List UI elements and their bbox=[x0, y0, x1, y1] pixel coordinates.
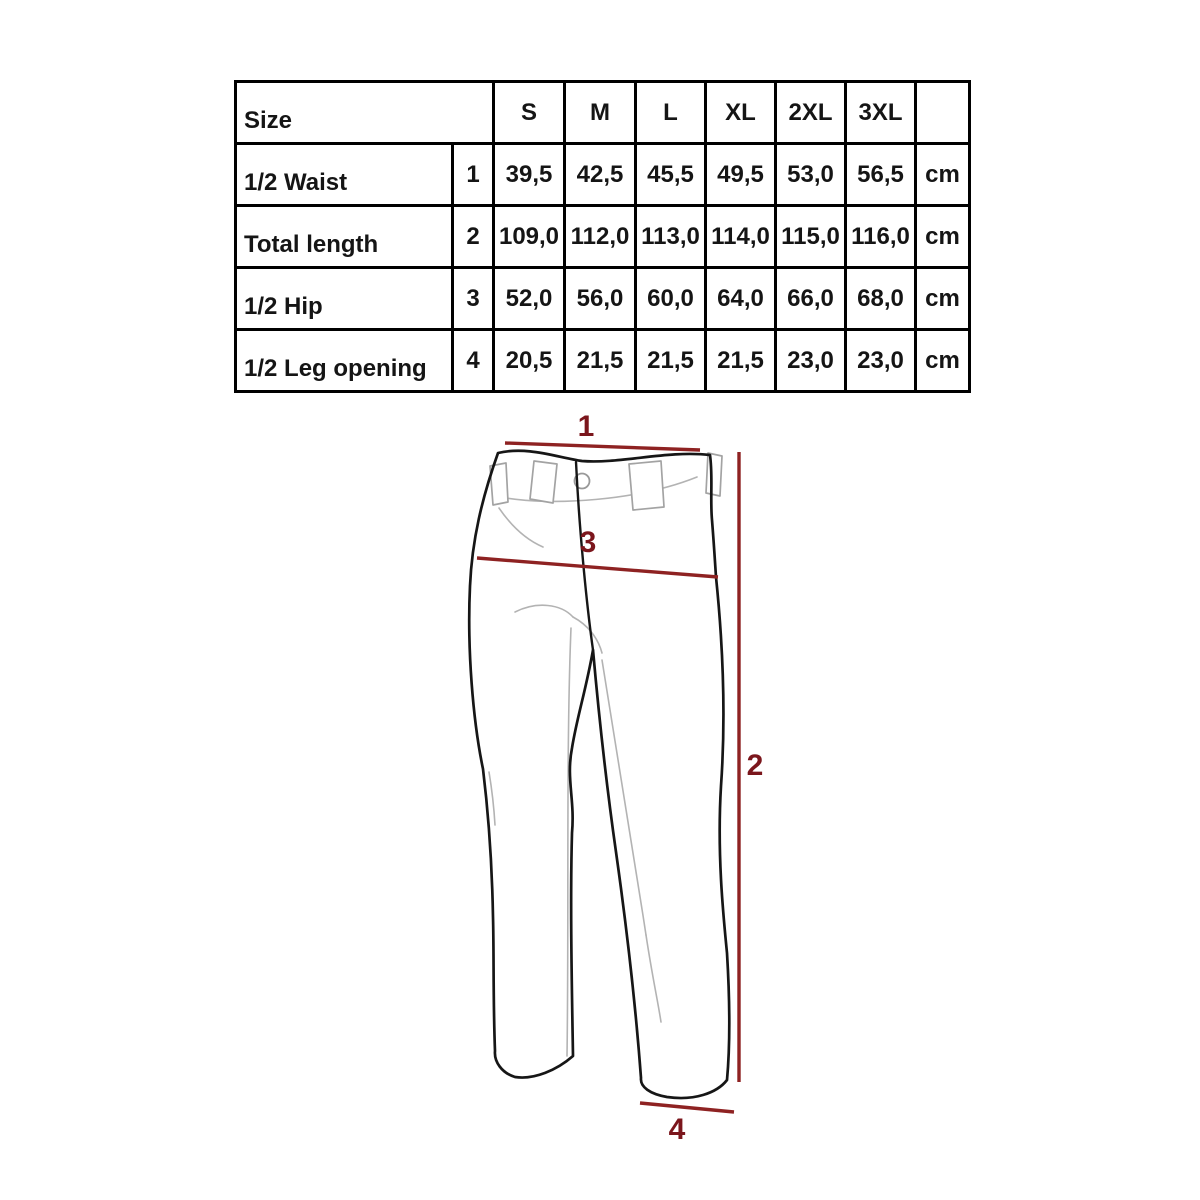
cell-value: 39,5 bbox=[494, 144, 565, 206]
col-header-xl: XL bbox=[706, 82, 776, 144]
col-header-m: M bbox=[565, 82, 636, 144]
col-header-l: L bbox=[636, 82, 706, 144]
cell-value: 42,5 bbox=[565, 144, 636, 206]
cell-value: 64,0 bbox=[706, 268, 776, 330]
cell-value: 113,0 bbox=[636, 206, 706, 268]
row-ref: 3 bbox=[453, 268, 494, 330]
left-knee-seam bbox=[489, 772, 495, 825]
row-label: 1/2 Hip bbox=[236, 268, 453, 330]
cell-value: 66,0 bbox=[776, 268, 846, 330]
cell-value: 56,0 bbox=[565, 268, 636, 330]
dim-label-total-length: 2 bbox=[746, 749, 764, 782]
cell-value: 20,5 bbox=[494, 330, 565, 392]
crotch-seam bbox=[573, 617, 602, 653]
belt-loop bbox=[706, 453, 722, 496]
unit-cell: cm bbox=[916, 206, 970, 268]
belt-loop bbox=[629, 461, 664, 510]
dim-line-3-hip bbox=[477, 558, 718, 577]
cell-value: 21,5 bbox=[636, 330, 706, 392]
cell-value: 68,0 bbox=[846, 268, 916, 330]
col-header-3xl: 3XL bbox=[846, 82, 916, 144]
left-leg-crease bbox=[567, 628, 571, 1056]
row-label: 1/2 Leg opening bbox=[236, 330, 453, 392]
dim-label-waist: 1 bbox=[577, 410, 595, 443]
unit-cell: cm bbox=[916, 268, 970, 330]
dim-line-4-leg-opening bbox=[640, 1103, 734, 1112]
cell-value: 114,0 bbox=[706, 206, 776, 268]
col-header-s: S bbox=[494, 82, 565, 144]
cell-value: 23,0 bbox=[776, 330, 846, 392]
cell-value: 53,0 bbox=[776, 144, 846, 206]
row-ref: 1 bbox=[453, 144, 494, 206]
unit-cell: cm bbox=[916, 330, 970, 392]
row-ref: 4 bbox=[453, 330, 494, 392]
size-header-cell: Size bbox=[236, 82, 494, 144]
cell-value: 115,0 bbox=[776, 206, 846, 268]
cell-value: 60,0 bbox=[636, 268, 706, 330]
cell-value: 56,5 bbox=[846, 144, 916, 206]
cell-value: 21,5 bbox=[706, 330, 776, 392]
seat-seam bbox=[515, 605, 573, 617]
col-header-2xl: 2XL bbox=[776, 82, 846, 144]
dim-label-leg-opening: 4 bbox=[668, 1113, 686, 1146]
row-label: 1/2 Waist bbox=[236, 144, 453, 206]
pants-outline bbox=[469, 451, 729, 1098]
right-leg-crease bbox=[646, 935, 661, 1022]
row-ref: 2 bbox=[453, 206, 494, 268]
belt-loop bbox=[530, 461, 557, 503]
row-label: Total length bbox=[236, 206, 453, 268]
cell-value: 45,5 bbox=[636, 144, 706, 206]
cell-value: 52,0 bbox=[494, 268, 565, 330]
cell-value: 21,5 bbox=[565, 330, 636, 392]
cell-value: 116,0 bbox=[846, 206, 916, 268]
left-pocket-seam bbox=[499, 508, 543, 547]
cell-value: 23,0 bbox=[846, 330, 916, 392]
cell-value: 112,0 bbox=[565, 206, 636, 268]
dim-line-1-waist bbox=[505, 443, 700, 450]
cell-value: 109,0 bbox=[494, 206, 565, 268]
dim-label-hip: 3 bbox=[579, 526, 597, 559]
cell-value: 49,5 bbox=[706, 144, 776, 206]
unit-cell: cm bbox=[916, 144, 970, 206]
